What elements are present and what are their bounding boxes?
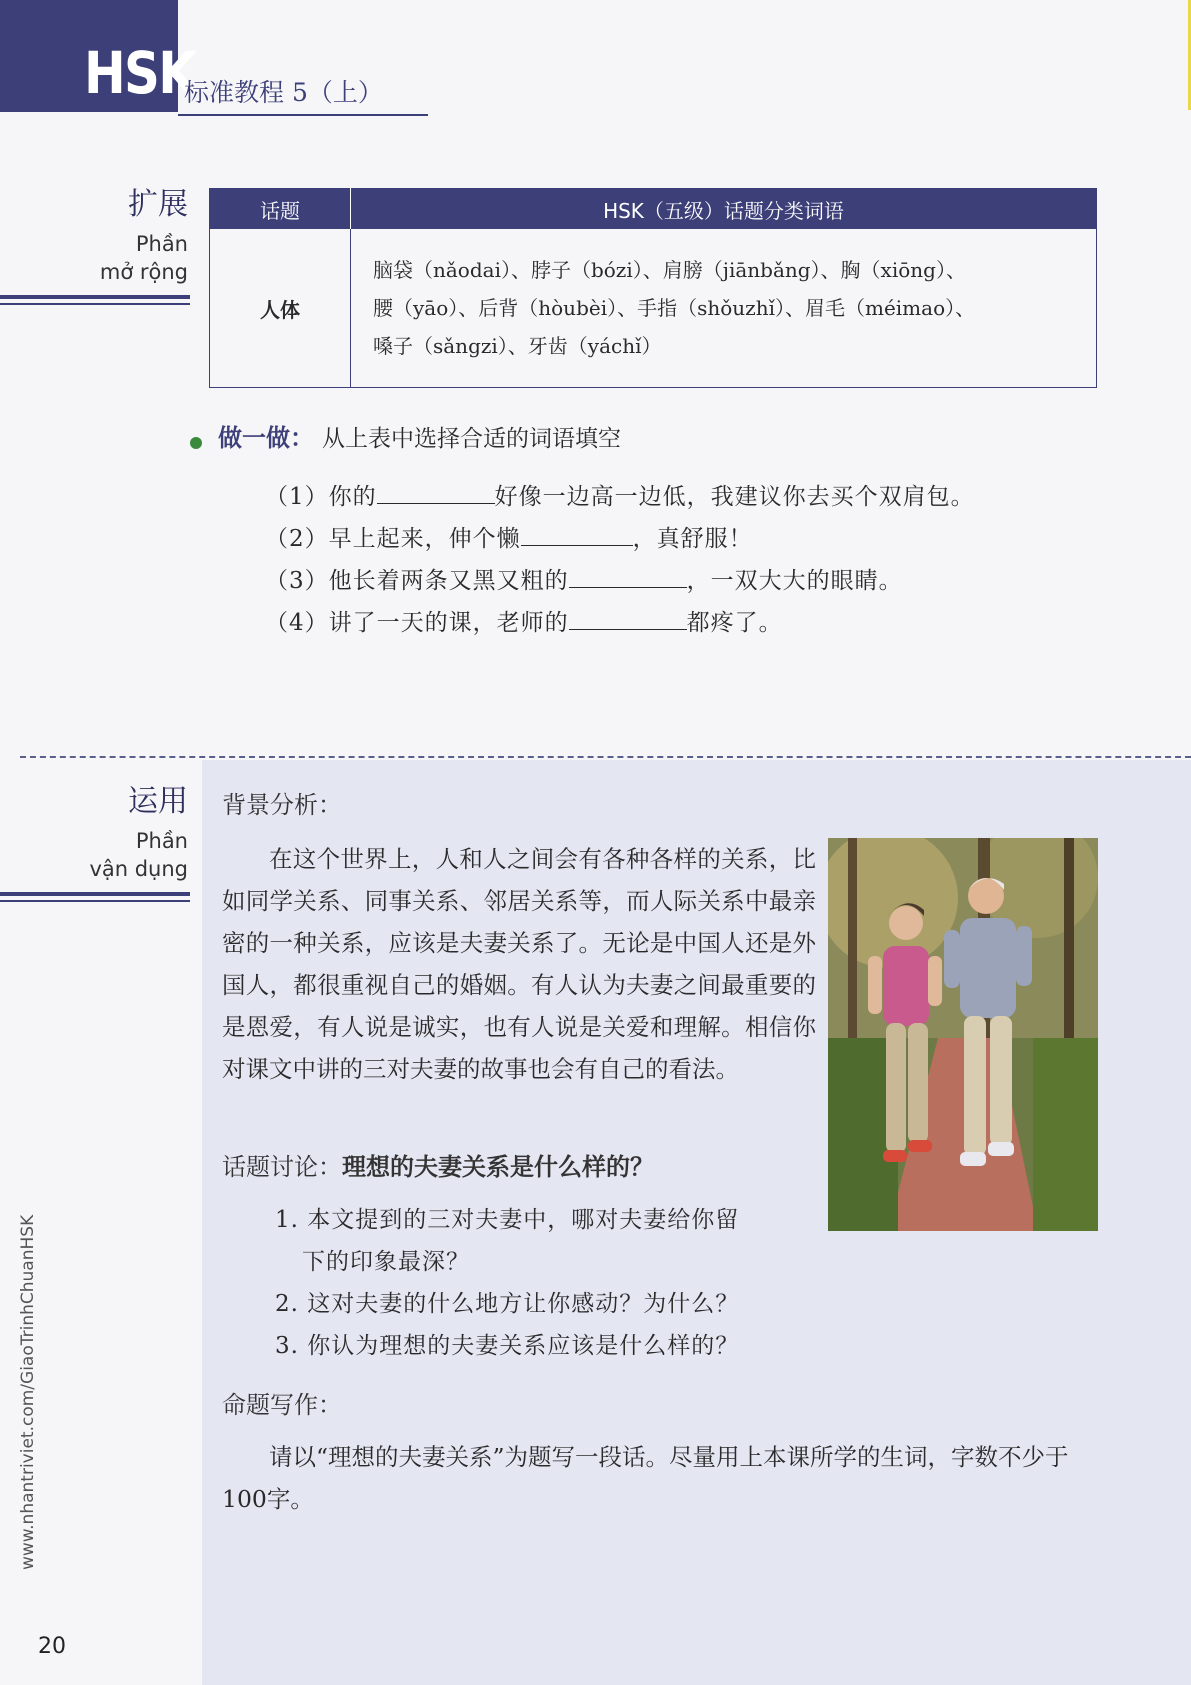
couple-jogging-photo: [828, 838, 1098, 1231]
page-number: 20: [38, 1634, 66, 1659]
discussion-label: 话题讨论：: [222, 1153, 342, 1181]
expand-heading-cn: 扩展: [128, 187, 188, 222]
fill-blank-3[interactable]: [569, 567, 687, 588]
discussion-title: 理想的夫妻关系是什么样的？: [342, 1152, 654, 1181]
table-header-words: HSK（五级）话题分类词语: [351, 189, 1097, 230]
words-line-1: 脑袋（nǎodai）、脖子（bózi）、肩膀（jiānbǎng）、胸（xiōng）、: [373, 258, 966, 282]
table-cell-topic: 人体: [210, 229, 351, 388]
exercise-instruction: 从上表中选择合适的词语填空: [322, 426, 621, 452]
fill-blank-1[interactable]: [377, 483, 495, 504]
words-line-3: 嗓子（sǎngzi）、牙齿（yáchǐ）: [373, 334, 662, 358]
discussion-question-1-line-1: 1. 本文提到的三对夫妻中，哪对夫妻给你留: [275, 1207, 740, 1233]
expand-heading-bar-thin: [0, 303, 190, 305]
discussion-heading: [222, 1152, 654, 1181]
apply-heading-vn-1: Phần: [135, 829, 188, 853]
background-paragraph: 在这个世界上，人和人之间会有各种各样的关系，比如同学关系、同事关系、邻居关系等，而人际关系中最亲密的一种关系，应该是夫妻关系了。无论是中国人还是外国人，都很重视自己的婚姻。有人认为夫妻之间最重要的是恩爱，有人说是诚实，也有人说是关爱和理解。相信你对课文中讲的三对夫妻的故事也会有自己的看法。: [222, 845, 816, 1083]
fill-blank-2[interactable]: [521, 525, 633, 546]
apply-heading-vn-2: vận dụng: [89, 857, 188, 881]
table-cell-words: [351, 229, 1097, 388]
exercise-question-4: （4）讲了一天的课，老师的 都疼了。: [265, 610, 783, 636]
side-url: www.nhantriviet.com/GiaoTrinhChuanHSK: [18, 1214, 38, 1570]
table-row: [210, 229, 1097, 388]
table-header-row: [210, 189, 1097, 230]
background-title: 背景分析：: [222, 791, 342, 819]
header-underline: [178, 114, 428, 116]
vocab-table: [209, 188, 1097, 388]
discussion-question-1-line-2: 下的印象最深？: [302, 1249, 470, 1275]
discussion-question-3: 3. 你认为理想的夫妻关系应该是什么样的？: [275, 1333, 740, 1359]
exercise-question-2: （2）早上起来，伸个懒 ，真舒服！: [265, 526, 753, 552]
discussion-question-2: 2. 这对夫妻的什么地方让你感动？为什么？: [275, 1291, 740, 1317]
fill-blank-4[interactable]: [569, 609, 687, 630]
apply-heading-bar-thin: [0, 900, 190, 902]
words-line-2: 腰（yāo）、后背（hòubèi）、手指（shǒuzhǐ）、眉毛（méimao）、: [373, 296, 976, 320]
section-divider: [20, 756, 1191, 758]
apply-heading-cn: 运用: [128, 784, 188, 819]
apply-heading-bar: [0, 892, 190, 896]
expand-heading-bar: [0, 295, 190, 299]
expand-heading-vn-1: Phần: [135, 232, 188, 256]
table-header-topic: 话题: [210, 189, 351, 230]
writing-prompt: 请以“理想的夫妻关系”为题写一段话。尽量用上本课所学的生词，字数不少于100字。: [222, 1443, 1069, 1513]
bullet-icon: [190, 437, 202, 449]
expand-heading-vn-2: mở rộng: [99, 260, 188, 284]
exercise-question-3: （3）他长着两条又黑又粗的 ，一双大大的眼睛。: [265, 568, 903, 594]
book-title: 标准教程 5（上）: [184, 78, 383, 107]
hsk-logo: HSK: [84, 39, 196, 107]
exercise-title: 做一做：: [218, 424, 314, 452]
exercise-question-1: （1）你的 好像一边高一边低，我建议你去买个双肩包。: [265, 484, 975, 510]
writing-title: 命题写作：: [222, 1391, 342, 1419]
